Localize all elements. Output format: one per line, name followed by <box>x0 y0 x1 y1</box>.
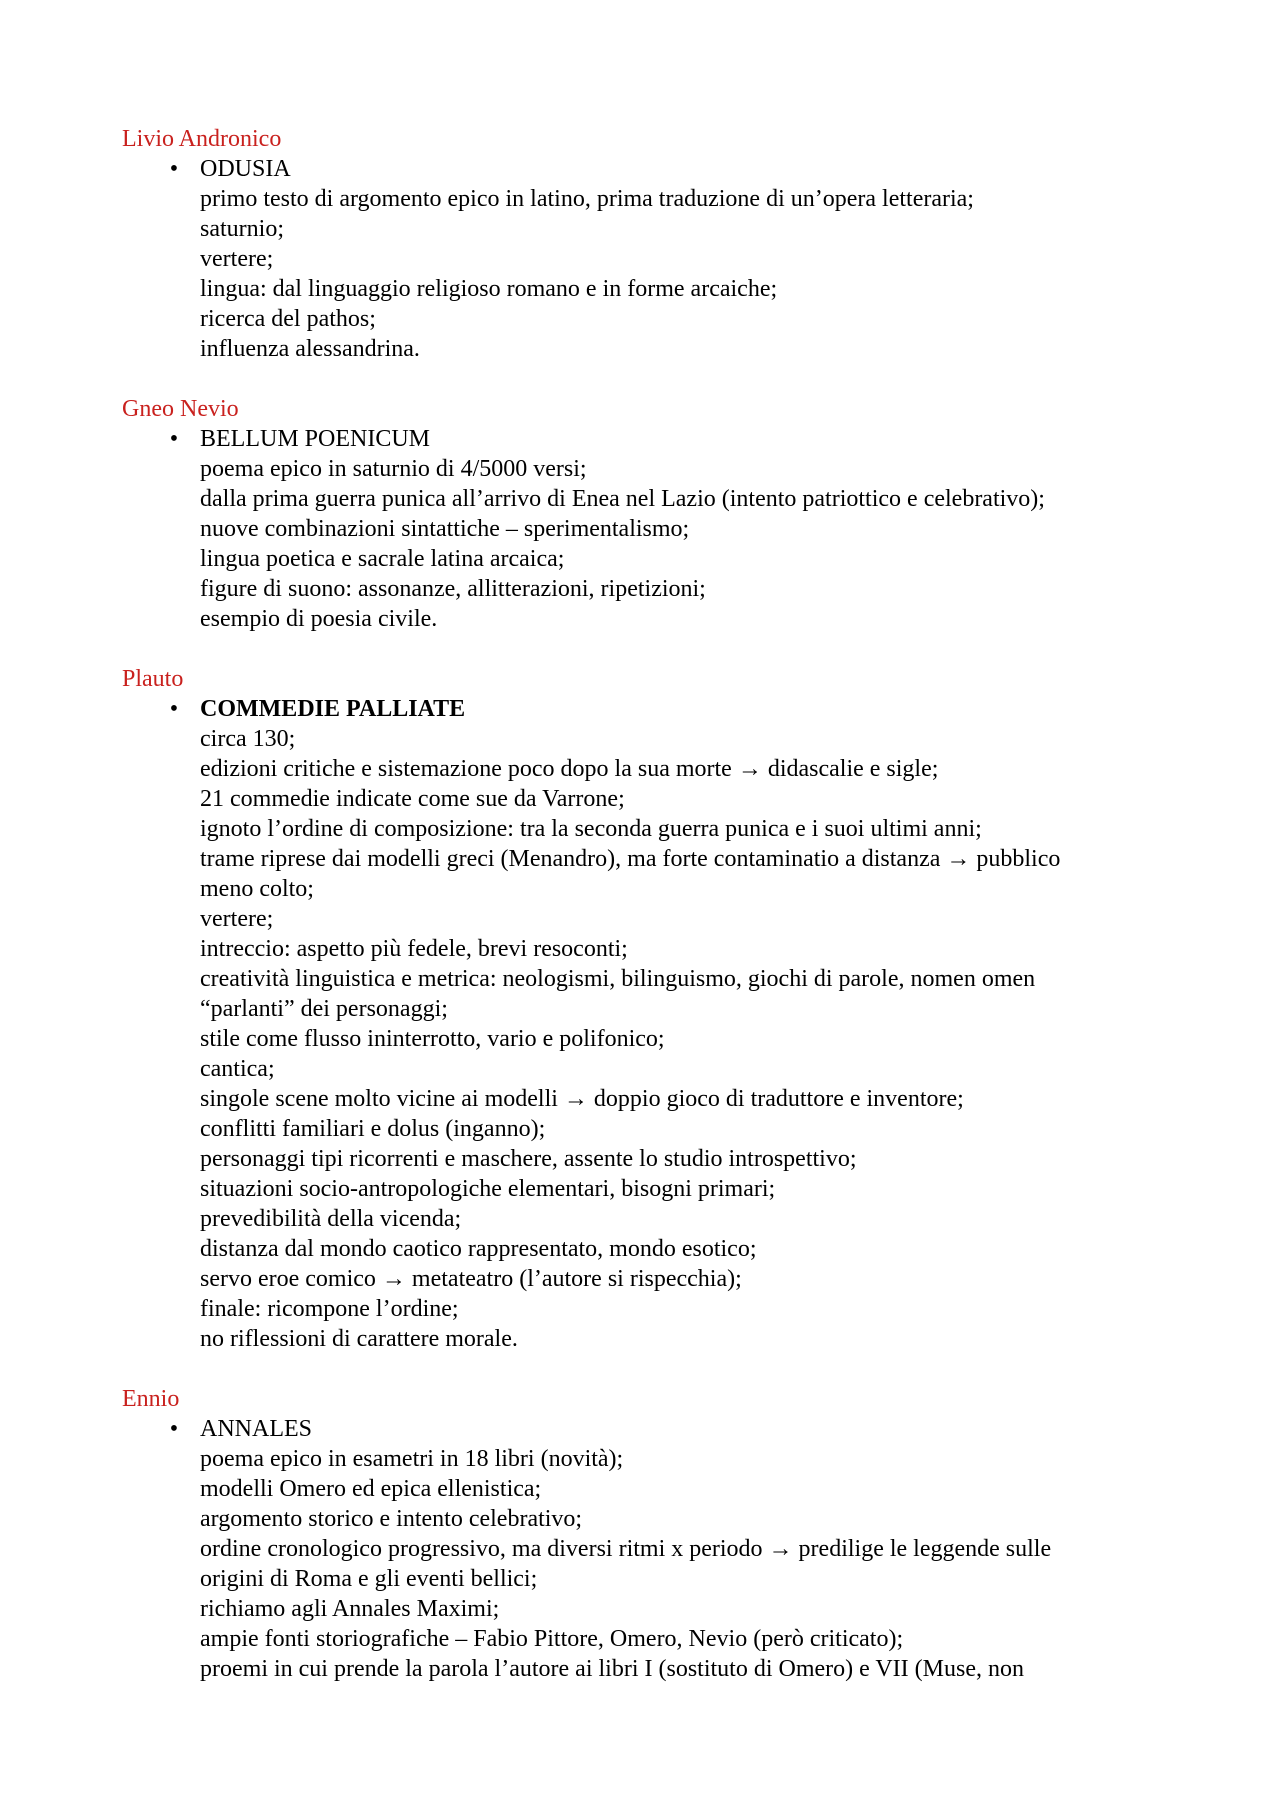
author-section <box>122 124 1162 364</box>
author-heading: Livio Andronico <box>122 126 282 152</box>
note-line: trame riprese dai modelli greci (Menandro), ma forte contaminatio a distanza → pubblico <box>200 846 1061 872</box>
note-line: vertere; <box>200 906 274 932</box>
bullet-icon: • <box>169 696 179 722</box>
author-heading: Plauto <box>122 666 184 692</box>
note-line: meno colto; <box>200 876 314 902</box>
note-line: origini di Roma e gli eventi bellici; <box>200 1566 538 1592</box>
note-line: modelli Omero ed epica ellenistica; <box>200 1476 542 1502</box>
work-title: COMMEDIE PALLIATE <box>200 696 466 722</box>
note-line: nuove combinazioni sintattiche – sperimentalismo; <box>200 516 690 542</box>
author-heading: Gneo Nevio <box>122 396 239 422</box>
work-bullet-item <box>122 694 1162 1354</box>
note-line: prevedibilità della vicenda; <box>200 1206 462 1232</box>
note-line: figure di suono: assonanze, allitterazioni, ripetizioni; <box>200 576 706 602</box>
note-line: situazioni socio-antropologiche elementari, bisogni primari; <box>200 1176 776 1202</box>
note-line: ricerca del pathos; <box>200 306 376 332</box>
bullet-icon: • <box>169 156 179 182</box>
note-line: singole scene molto vicine ai modelli → doppio gioco di traduttore e inventore; <box>200 1086 964 1112</box>
note-line: argomento storico e intento celebrativo; <box>200 1506 583 1532</box>
author-section <box>122 394 1162 634</box>
bullet-icon: • <box>169 1416 179 1442</box>
note-line: circa 130; <box>200 726 296 752</box>
author-section <box>122 664 1162 1354</box>
note-line: proemi in cui prende la parola l’autore ai libri I (sostituto di Omero) e VII (Muse, non <box>200 1656 1024 1682</box>
note-line: cantica; <box>200 1056 275 1082</box>
note-line: edizioni critiche e sistemazione poco dopo la sua morte → didascalie e sigle; <box>200 756 939 782</box>
work-title: BELLUM POENICUM <box>200 426 431 452</box>
note-line: ampie fonti storiografiche – Fabio Pittore, Omero, Nevio (però criticato); <box>200 1626 904 1652</box>
work-bullet-item <box>122 1414 1162 1684</box>
work-bullet-item <box>122 424 1162 634</box>
note-line: vertere; <box>200 246 274 272</box>
note-line: poema epico in esametri in 18 libri (novità); <box>200 1446 624 1472</box>
note-line: primo testo di argomento epico in latino, prima traduzione di un’opera letteraria; <box>200 186 974 212</box>
note-line: stile come flusso ininterrotto, vario e polifonico; <box>200 1026 665 1052</box>
note-line: poema epico in saturnio di 4/5000 versi; <box>200 456 587 482</box>
work-bullet-item <box>122 154 1162 364</box>
note-line: lingua poetica e sacrale latina arcaica; <box>200 546 565 572</box>
author-heading: Ennio <box>122 1386 180 1412</box>
work-title: ANNALES <box>200 1416 312 1442</box>
bullet-icon: • <box>169 426 179 452</box>
note-line: intreccio: aspetto più fedele, brevi resoconti; <box>200 936 628 962</box>
note-line: saturnio; <box>200 216 284 242</box>
note-line: personaggi tipi ricorrenti e maschere, assente lo studio introspettivo; <box>200 1146 857 1172</box>
note-line: esempio di poesia civile. <box>200 606 438 632</box>
note-line: “parlanti” dei personaggi; <box>200 996 448 1022</box>
note-line: ignoto l’ordine di composizione: tra la seconda guerra punica e i suoi ultimi anni; <box>200 816 982 842</box>
work-title: ODUSIA <box>200 156 291 182</box>
author-section <box>122 1384 1162 1684</box>
note-line: creatività linguistica e metrica: neologismi, bilinguismo, giochi di parole, nomen omen <box>200 966 1036 992</box>
note-line: richiamo agli Annales Maximi; <box>200 1596 500 1622</box>
note-line: finale: ricompone l’ordine; <box>200 1296 459 1322</box>
note-line: ordine cronologico progressivo, ma diversi ritmi x periodo → predilige le leggende sulle <box>200 1536 1052 1562</box>
note-line: 21 commedie indicate come sue da Varrone; <box>200 786 625 812</box>
note-line: lingua: dal linguaggio religioso romano e in forme arcaiche; <box>200 276 778 302</box>
note-line: no riflessioni di carattere morale. <box>200 1326 518 1352</box>
document-page <box>122 124 1162 1714</box>
note-line: distanza dal mondo caotico rappresentato, mondo esotico; <box>200 1236 757 1262</box>
note-line: dalla prima guerra punica all’arrivo di Enea nel Lazio (intento patriottico e celebrativo); <box>200 486 1045 512</box>
note-line: conflitti familiari e dolus (inganno); <box>200 1116 546 1142</box>
note-line: servo eroe comico → metateatro (l’autore si rispecchia); <box>200 1266 742 1292</box>
note-line: influenza alessandrina. <box>200 336 420 362</box>
